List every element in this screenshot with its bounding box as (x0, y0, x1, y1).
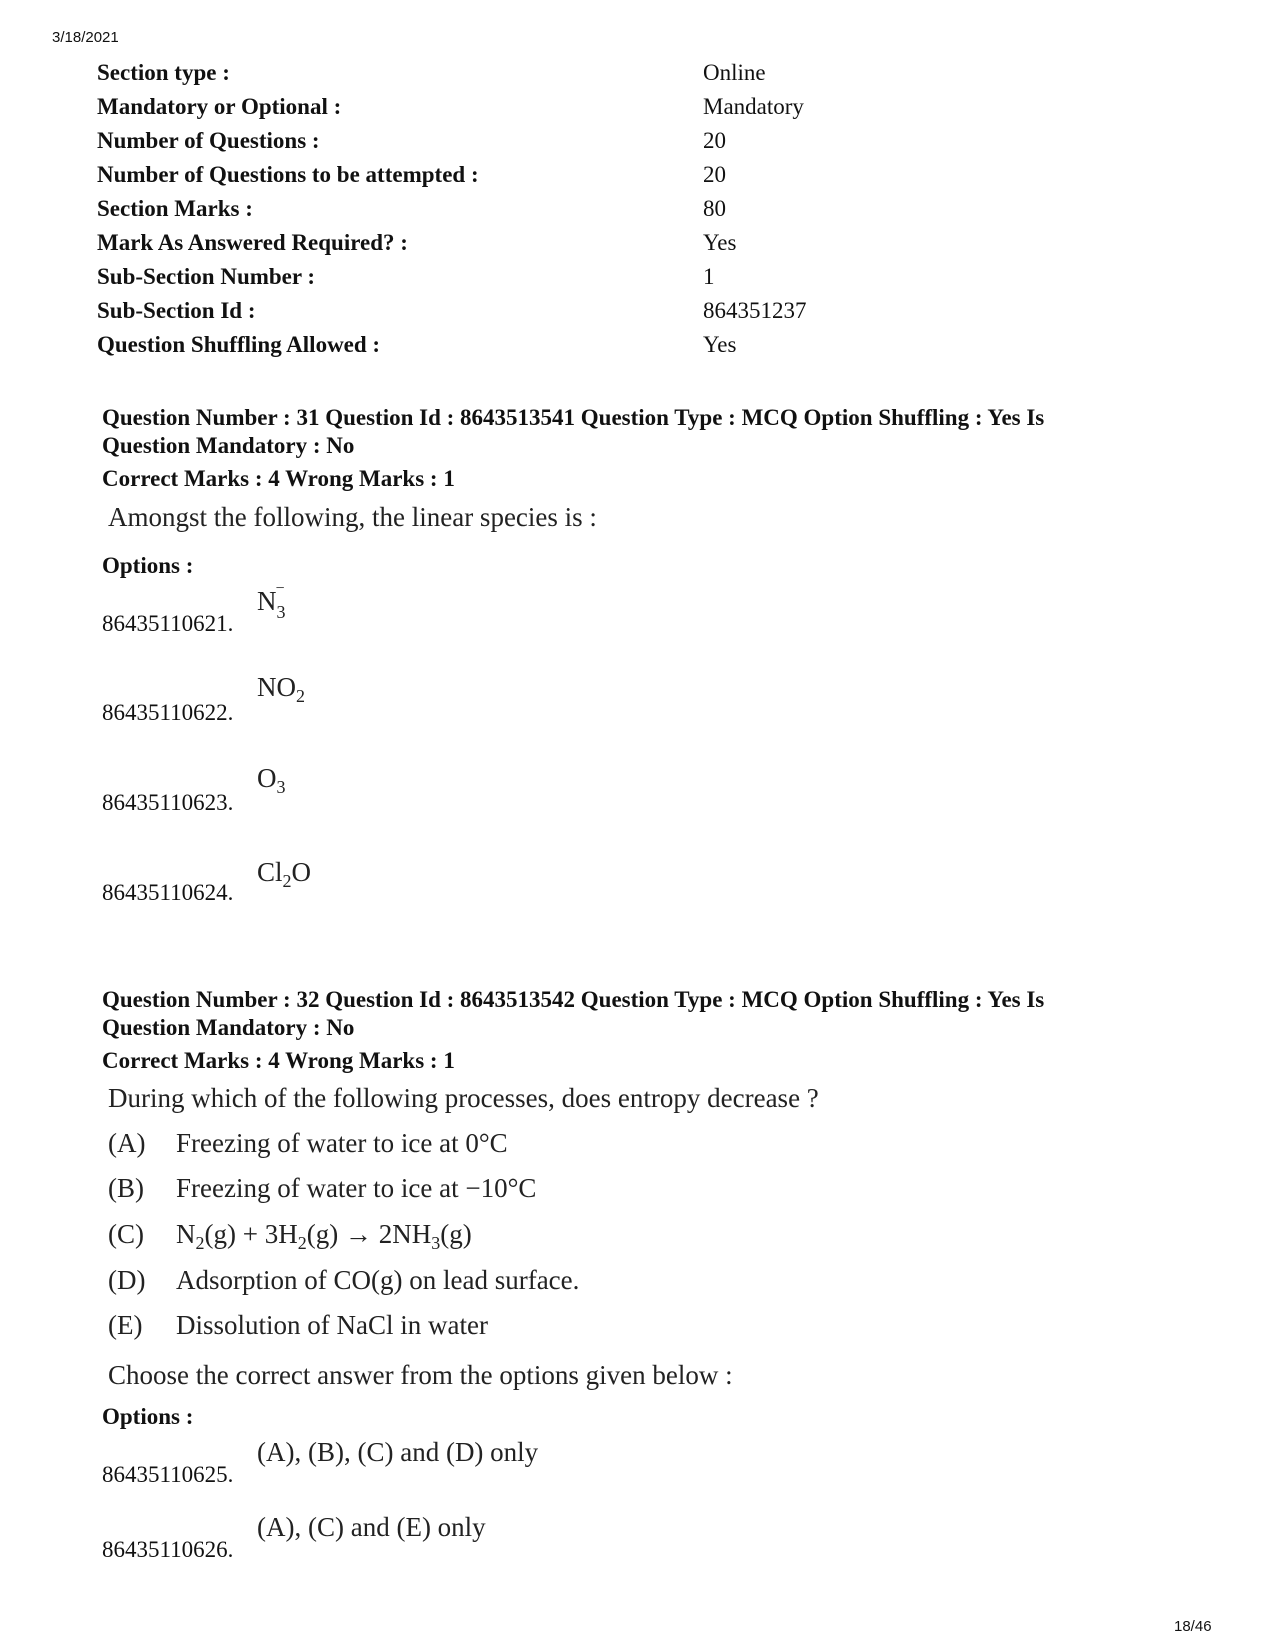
statement-label: (A) (108, 1128, 146, 1158)
q32-marks: Correct Marks : 4 Wrong Marks : 1 (102, 1048, 455, 1073)
q32-statement (108, 1173, 536, 1204)
q32-instruction: Choose the correct answer from the options given below : (108, 1360, 733, 1390)
page-number: 18/46 (1174, 1618, 1212, 1635)
q32-option-id: 86435110626. (102, 1537, 234, 1562)
statement-text: Freezing of water to ice at −10°C (176, 1173, 537, 1203)
info-key: Sub-Section Number : (97, 264, 316, 289)
info-value: 864351237 (703, 298, 807, 323)
info-value: 20 (703, 162, 726, 187)
statement-label: (D) (108, 1265, 146, 1295)
info-key: Section type : (97, 60, 230, 85)
statement-label: (E) (108, 1310, 143, 1340)
q31-options-label: Options : (102, 553, 194, 578)
info-key: Number of Questions to be attempted : (97, 162, 479, 187)
q32-option-value: (A), (B), (C) and (D) only (257, 1437, 539, 1467)
q32-statement (108, 1219, 472, 1254)
q32-options-label: Options : (102, 1404, 194, 1429)
q31-header: Question Number : 31 Question Id : 8643513541 Question Type : MCQ Option Shuffling : Yes Is Question Mandatory : No (102, 405, 1045, 458)
info-value: Yes (703, 230, 737, 255)
q32-option-id: 86435110625. (102, 1462, 234, 1487)
q31-marks: Correct Marks : 4 Wrong Marks : 1 (102, 466, 455, 491)
q32-statement (108, 1310, 488, 1341)
info-value: Yes (703, 332, 737, 357)
info-value: Online (703, 60, 766, 85)
info-key: Number of Questions : (97, 128, 320, 153)
q32-statement (108, 1128, 508, 1159)
q31-option-id: 86435110622. (102, 700, 234, 725)
q31-option-id: 86435110621. (102, 611, 234, 636)
info-value: Mandatory (703, 94, 804, 119)
info-row (97, 90, 857, 124)
info-row (97, 294, 857, 328)
q31-option-value: $O_3$ (257, 763, 286, 797)
info-key: Sub-Section Id : (97, 298, 256, 323)
info-row (97, 226, 857, 260)
info-key: Mark As Answered Required? : (97, 230, 408, 255)
info-row (97, 328, 857, 362)
print-date: 3/18/2021 (52, 29, 119, 46)
statement-text: Freezing of water to ice at 0°C (176, 1128, 508, 1158)
info-value: 1 (703, 264, 715, 289)
statement-text: Adsorption of CO(g) on lead surface. (176, 1265, 580, 1295)
info-key: Question Shuffling Allowed : (97, 332, 381, 357)
info-key: Section Marks : (97, 196, 253, 221)
q32-statement (108, 1265, 579, 1296)
info-value: 20 (703, 128, 726, 153)
q31-option-id: 86435110624. (102, 880, 234, 905)
section-info-table (97, 56, 857, 362)
info-row (97, 192, 857, 226)
q31-option-value: $NO_2$ (257, 672, 305, 706)
statement-label: (C) (108, 1219, 144, 1249)
formula-n3-anion: N3 − (257, 580, 286, 622)
q31-option-value (257, 580, 286, 622)
q31-option-value: $Cl_2O$ (257, 857, 312, 891)
info-row (97, 158, 857, 192)
info-row (97, 56, 857, 90)
q32-option-value: (A), (C) and (E) only (257, 1512, 486, 1542)
info-row (97, 124, 857, 158)
q31-question-text: Amongst the following, the linear species is : (108, 502, 597, 532)
q31-option-id: 86435110623. (102, 790, 234, 815)
statement-text: Dissolution of NaCl in water (176, 1310, 488, 1340)
statement-label: (B) (108, 1173, 144, 1203)
statement-formula: $N_2(g) + 3H_2(g) \to 2NH_3(g)$ (176, 1219, 472, 1253)
q32-question-text: During which of the following processes, does entropy decrease ? (108, 1083, 819, 1113)
q32-header: Question Number : 32 Question Id : 8643513542 Question Type : MCQ Option Shuffling : Yes Is Question Mandatory : No (102, 987, 1045, 1040)
info-value: 80 (703, 196, 726, 221)
info-key: Mandatory or Optional : (97, 94, 342, 119)
info-row (97, 260, 857, 294)
